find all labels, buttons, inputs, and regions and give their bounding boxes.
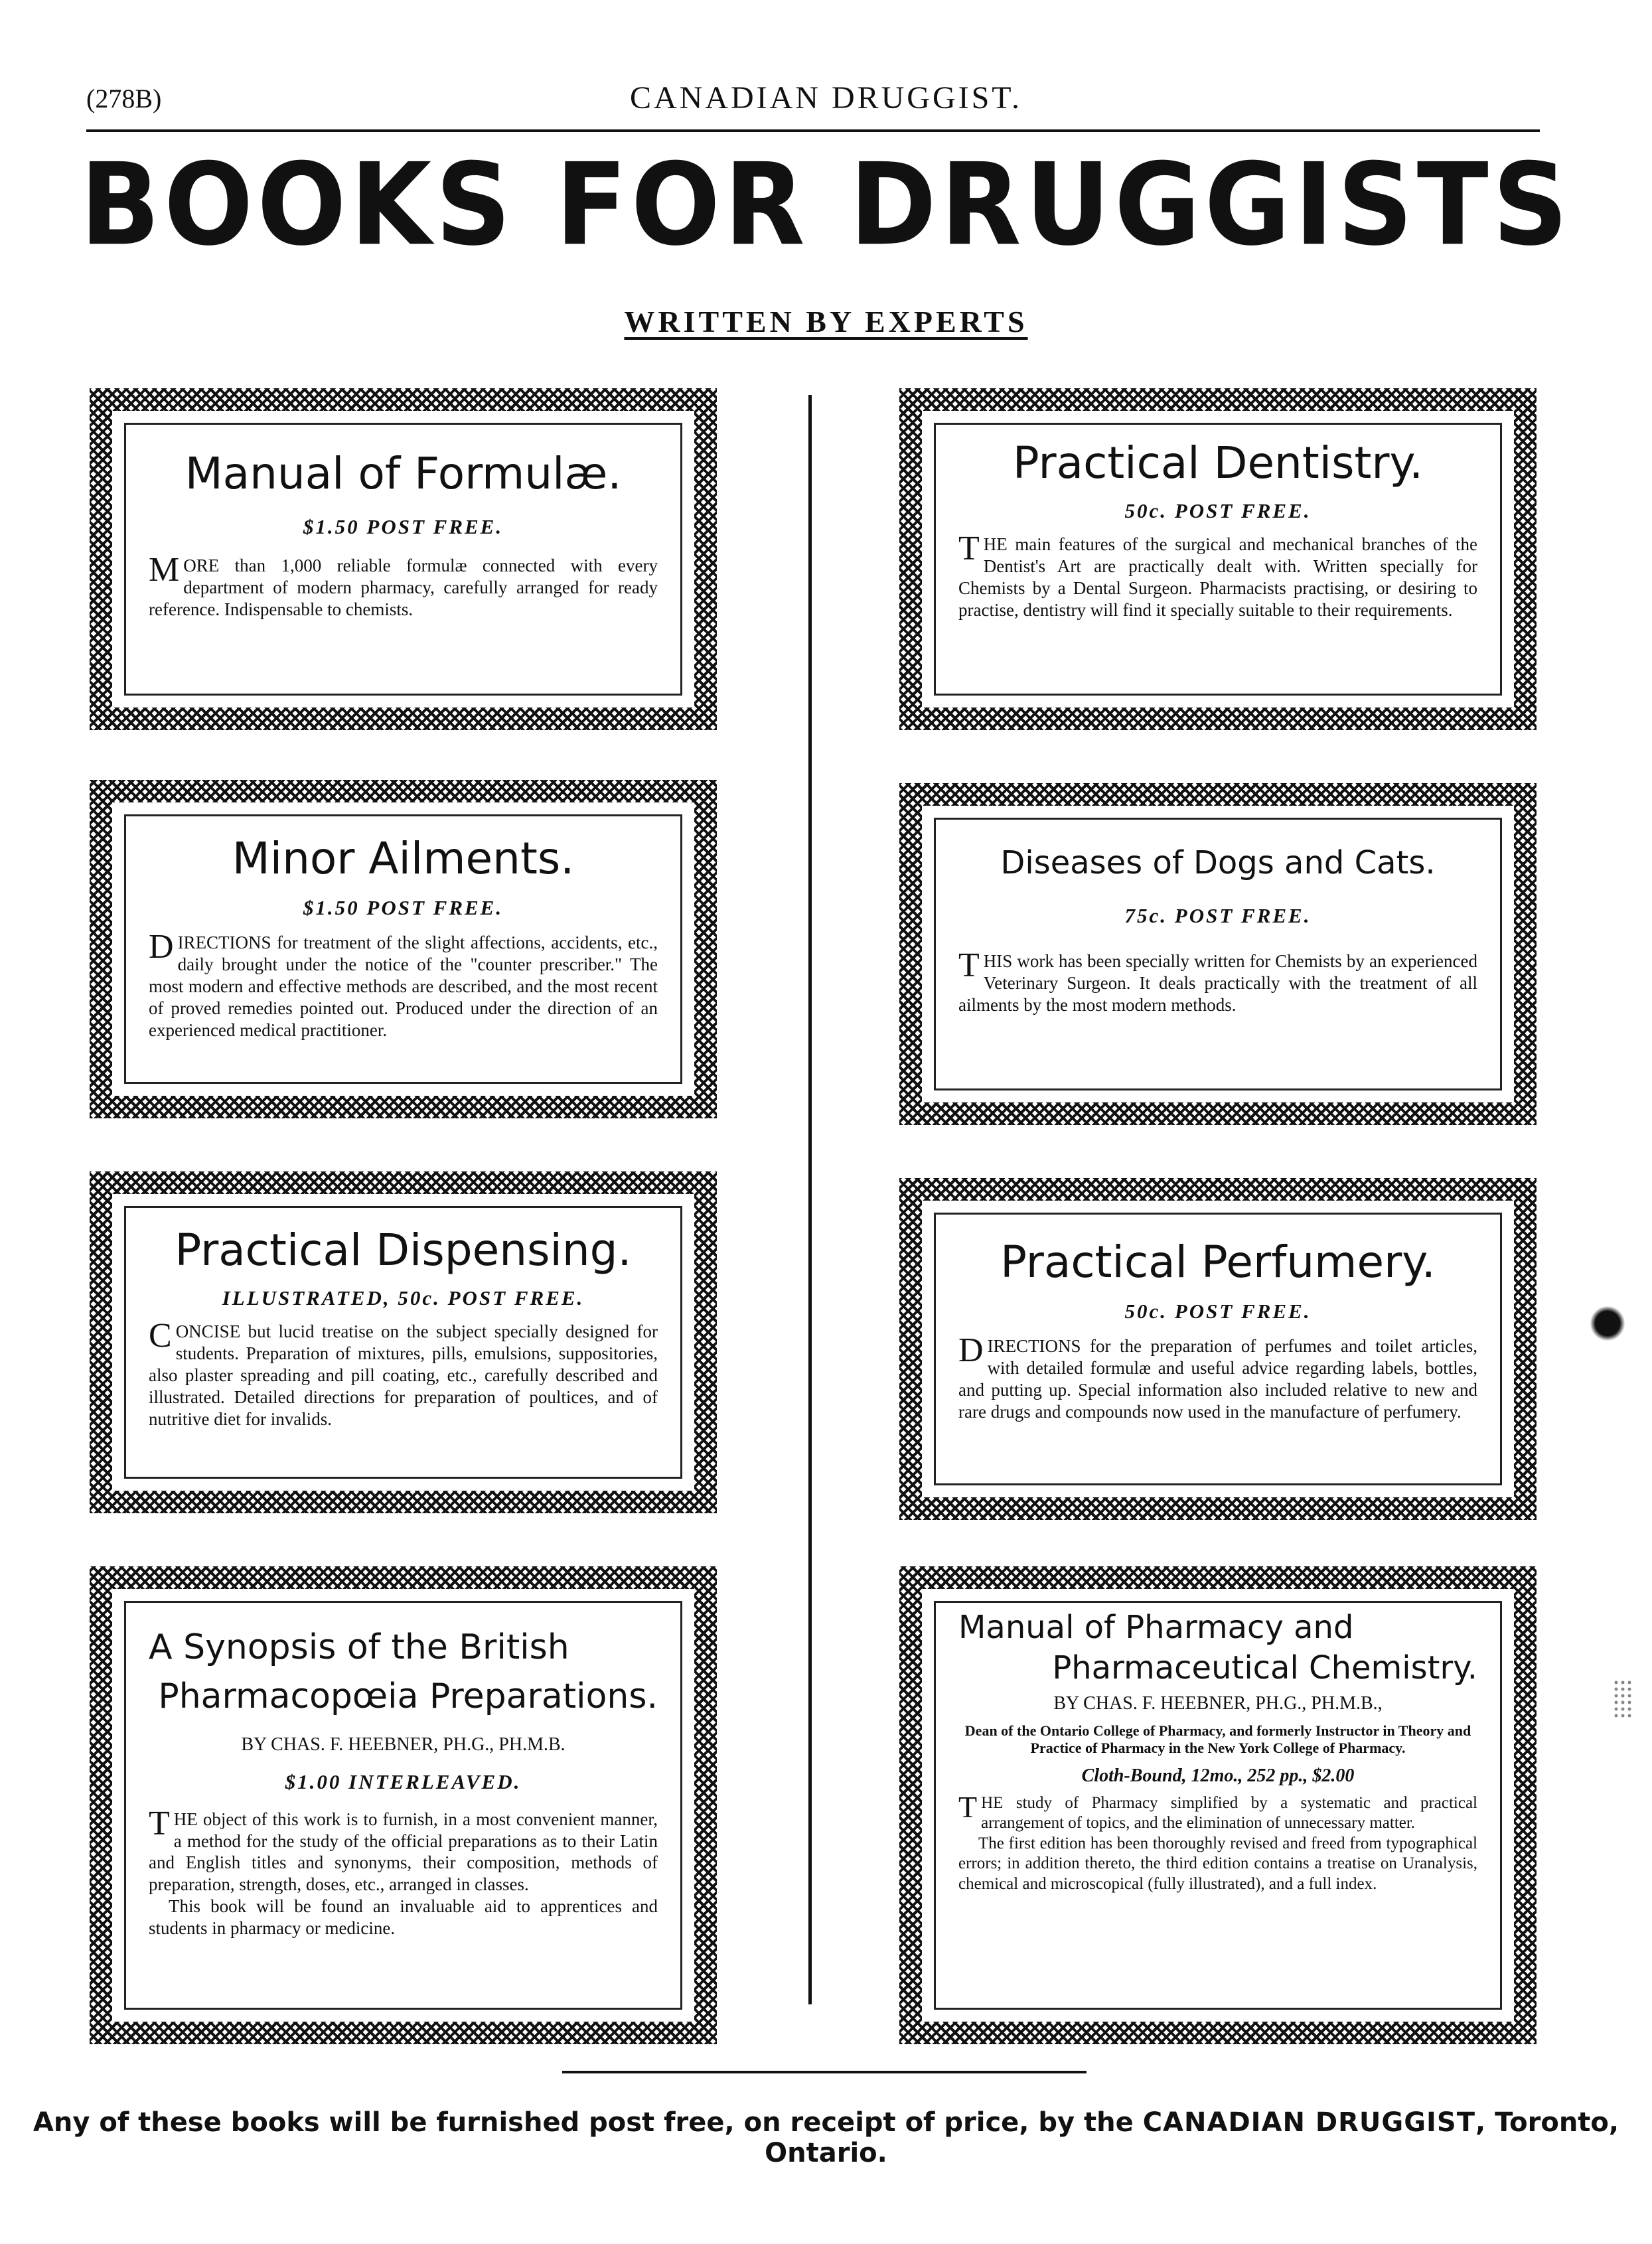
header-rule [86,129,1540,132]
book-binding-price: Cloth-Bound, 12mo., 252 pp., $2.00 [1081,1765,1355,1786]
ad-content [124,1206,682,1479]
ad-synopsis-british-pharmacopoeia [90,1566,717,2044]
book-description [958,1331,1477,1423]
author-affiliation: Dean of the Ontario College of Pharmacy, and formerly Instructor in Theory and Practice of Pharmacy in the New York College of Pharmacy. [964,1722,1471,1756]
book-author: BY CHAS. F. HEEBNER, PH.G., PH.M.B., [1053,1693,1383,1714]
ad-content [124,423,682,696]
drop-cap: M [149,550,180,589]
drop-cap: C [149,1316,172,1355]
ad-manual-of-formulae [90,388,717,730]
ad-practical-perfumery [899,1178,1537,1520]
book-title: Diseases of Dogs and Cats. [1000,844,1436,881]
drop-cap: T [958,1789,978,1824]
book-description-2: This book will be found an invaluable aid to apprentices and students in pharmacy or medicine. [149,1896,658,1939]
description-text: HE study of Pharmacy simplified by a systematic and practical arrangement of topics, and the elimination of unnecessary matter. [981,1793,1477,1833]
footer-brand: CANADIAN DRUGGIST [1142,2107,1476,2138]
subtitle: WRITTEN BY EXPERTS [624,305,1028,338]
running-head: CANADIAN DRUGGIST. [629,80,1023,115]
book-price: $1.50 POST FREE. [303,895,504,919]
ink-speckles [1613,1679,1633,1719]
description-text: HIS work has been specially written for Chemists by an experienced Veterinary Surgeon. It deals practically with the treatment of all ailments by the most modern methods. [958,951,1477,1015]
ink-blot [1590,1304,1629,1343]
description-text: IRECTIONS for the preparation of perfumes and toilet articles, with detailed formulæ and useful advice regarding labels, bottles, and putting up. Special information also included relative to new and rare drugs and compounds now used in the manufacture of perfumery. [958,1335,1477,1422]
ad-content [934,818,1502,1090]
book-price: $1.50 POST FREE. [303,514,504,538]
book-title-line2: Pharmaceutical Chemistry. [1052,1649,1477,1687]
book-title-line2: Pharmacopœia Preparations. [158,1676,658,1716]
book-title: Practical Perfumery. [1000,1236,1436,1288]
book-title-line1: Manual of Pharmacy and [958,1609,1354,1646]
page-number: (278B) [86,84,162,113]
ad-content [934,1213,1502,1485]
ad-diseases-dogs-cats [899,783,1537,1125]
book-description [149,1316,658,1430]
book-description [958,946,1477,1016]
book-price: 50c. POST FREE. [1124,498,1312,522]
footer-notice [0,2107,1652,2168]
book-description [149,1804,658,1896]
description-text: HE object of this work is to furnish, in a most convenient manner, a method for the study of the official preparations as to their Latin and English titles and synonyms, their composition, methods of preparation, strength, doses, etc., arranged in classes. [149,1809,658,1895]
ad-content [934,1601,1502,2010]
drop-cap: T [958,946,980,985]
ad-practical-dentistry [899,388,1537,730]
drop-cap: D [958,1331,984,1369]
footer-text: Any of these books will be furnished post free, on receipt of price, by the [33,2107,1143,2138]
bottom-rule [562,2071,1087,2073]
book-description-2: The first edition has been thoroughly revised and freed from typographical errors; in addition thereto, the third edition contains a treatise on Uranalysis, chemical and microscopical (fully illustrated), and a full index. [958,1834,1477,1893]
drop-cap: T [149,1804,170,1842]
drop-cap: T [958,529,980,567]
book-title: Practical Dispensing. [175,1225,632,1276]
book-title-line1: A Synopsis of the British [149,1627,569,1667]
book-price: 50c. POST FREE. [1124,1299,1312,1323]
ad-content [124,814,682,1084]
ad-practical-dispensing [90,1171,717,1513]
description-text: IRECTIONS for treatment of the slight affections, accidents, etc., daily brought under the notice of the "counter prescriber." The most modern and effective methods are described, and the most recent of proved remedies pointed out. Produced under the direction of an experienced medical practitioner. [149,932,658,1040]
footer-text-end: , Toronto, Ontario. [765,2107,1619,2168]
center-divider [808,395,812,2004]
book-description [958,529,1477,621]
book-description [149,927,658,1041]
description-text: ORE than 1,000 reliable formulæ connected with every department of modern pharmacy, carefully arranged for ready reference. Indispensable to chemists. [149,555,658,619]
ad-content [934,423,1502,696]
ad-minor-ailments [90,780,717,1118]
book-price: ILLUSTRATED, 50c. POST FREE. [222,1286,585,1309]
book-price: $1.00 INTERLEAVED. [285,1769,522,1793]
book-description [149,550,658,621]
book-title: Manual of Formulæ. [185,448,622,499]
page-title: BOOKS FOR DRUGGISTS [80,139,1572,271]
subtitle-wrap [0,304,1652,339]
drop-cap: D [149,927,174,966]
ad-manual-of-pharmacy [899,1566,1537,2044]
description-text: ONCISE but lucid treatise on the subject specially designed for students. Preparation of mixtures, pills, emulsions, suppositories, also plaster spreading and pill coating, etc., carefully described and illustrated. Detailed directions for preparation of poultices, and of nutritive diet for invalids. [149,1321,658,1429]
book-author: BY CHAS. F. HEEBNER, PH.G., PH.M.B. [241,1734,565,1755]
ad-content [124,1601,682,2010]
book-title: Practical Dentistry. [1012,437,1424,488]
description-text: HE main features of the surgical and mechanical branches of the Dentist's Art are practically dealt with. Written specially for Chemists by a Dental Surgeon. Pharmacists practising, or desiring to practise, dentistry will find it specially suitable to their requirements. [958,534,1477,620]
book-price: 75c. POST FREE. [1124,904,1312,928]
book-title: Minor Ailments. [232,833,575,884]
book-description [958,1789,1477,1834]
